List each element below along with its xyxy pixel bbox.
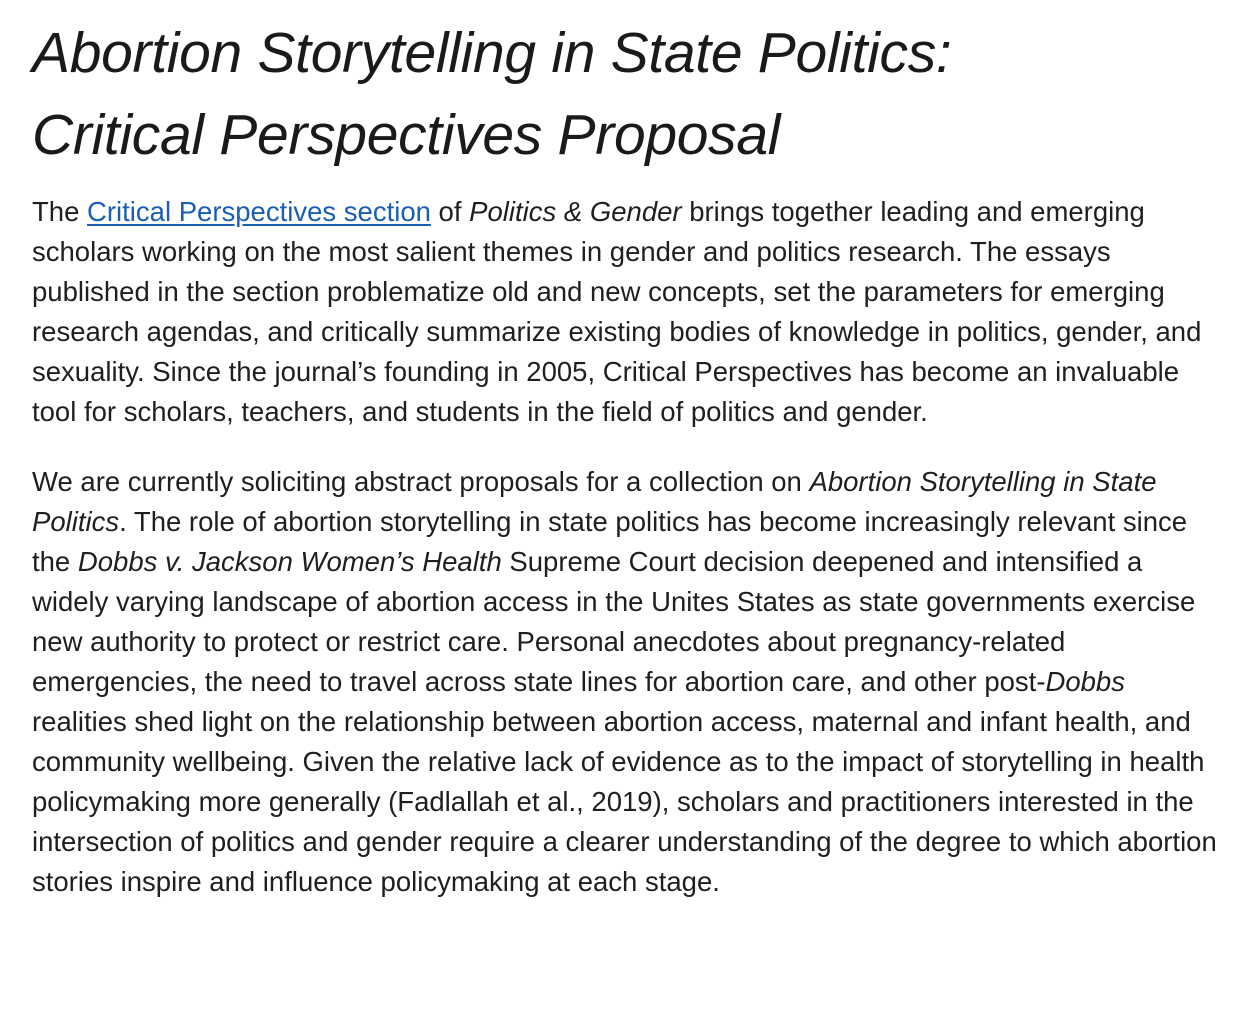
case-name: Dobbs v. Jackson Women’s Health (77, 546, 502, 577)
critical-perspectives-link[interactable]: Critical Perspectives section (87, 196, 431, 227)
solicit-text-4: realities shed light on the relationship between abortion access, maternal and infant health, and community wellbeing. Given the relative lack of evidence as to the impact of storytelling in health policymaking more generally (Fadlallah et al., 2019), scholars and practitioners interested in the intersection of politics and gender require a clearer understanding of the degree to which abortion stories inspire and influence policymaking at each stage. (32, 706, 1217, 897)
collection-name: Abortion Storytelling in State Politics (32, 466, 1157, 537)
title-line-1: Abortion Storytelling in State Politics: (32, 21, 952, 85)
intro-text-2: of (430, 196, 470, 227)
intro-paragraph (32, 192, 1218, 432)
dobbs-term: Dobbs (1045, 666, 1125, 697)
intro-text-1: The (32, 196, 88, 227)
journal-name: Politics & Gender (469, 196, 682, 227)
title-line-2: Critical Perspectives Proposal (32, 103, 781, 167)
intro-text-3: brings together leading and emerging scholars working on the most salient themes in gender and politics research. The essays published in the section problematize old and new concepts, set the parameters for emerging research agendas, and critically summarize existing bodies of knowledge in politics, gender, and sexuality. Since the journal’s founding in 2005, Critical Perspectives has become an invaluable tool for scholars, teachers, and students in the field of politics and gender. (32, 196, 1202, 427)
solicit-text-2: . The role of abortion storytelling in state politics has become increasingly relevant since the (32, 506, 1188, 577)
solicit-text-3: Supreme Court decision deepened and intensified a widely varying landscape of abortion access in the Unites States as state governments exercise new authority to protect or restrict care. Personal anecdotes about pregnancy-related emergencies, the need to travel across state lines for abortion care, and other post- (32, 546, 1196, 697)
page-title (32, 12, 1218, 176)
solicitation-paragraph (32, 462, 1218, 902)
solicit-text-1: We are currently soliciting abstract proposals for a collection on (32, 466, 810, 497)
